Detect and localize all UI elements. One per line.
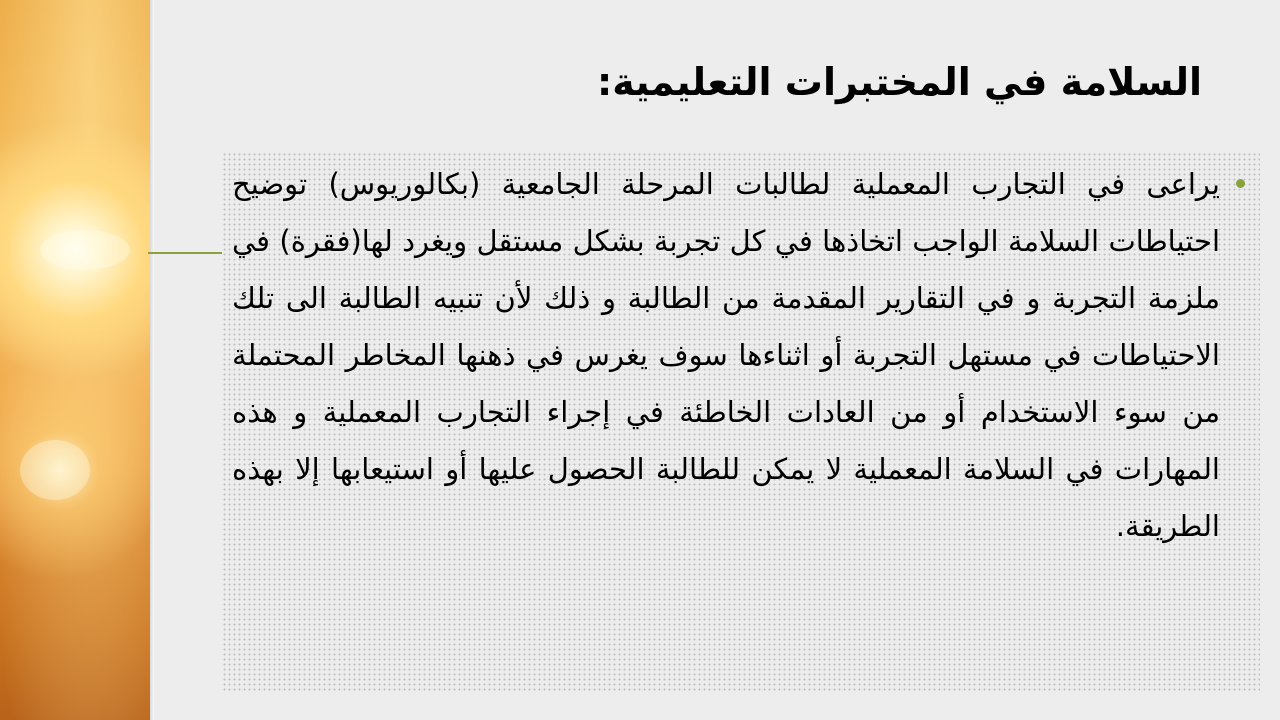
- bullet-dot-icon: [1236, 179, 1245, 188]
- side-light-bulb-image: [0, 0, 150, 720]
- accent-line: [148, 252, 224, 254]
- bulb-reflection: [20, 440, 90, 500]
- bullet-paragraph: يراعى في التجارب المعملية لطالبات المرحلة الجامعية (بكالوريوس) توضيح احتياطات السلامة الواجب اتخاذها في كل تجربة بشكل مستقل ويغرد لها(فقرة) في ملزمة التجربة و في التقارير المقدمة من الطالبة و ذلك لأن تنبيه الطالبة الى تلك الاحتياطات في مستهل التجربة أو اثناءها سوف يغرس في ذهنها المخاطر المحتملة من سوء الاستخدام أو من العادات الخاطئة في إجراء التجارب المعملية و هذه المهارات في السلامة المعملية لا يمكن للطالبة الحصول عليها أو استيعابها إلا بهذه الطريقة.: [232, 167, 1220, 543]
- light-glare: [40, 230, 130, 270]
- slide-title: السلامة في المختبرات التعليمية:: [597, 60, 1202, 104]
- side-divider: [150, 0, 154, 720]
